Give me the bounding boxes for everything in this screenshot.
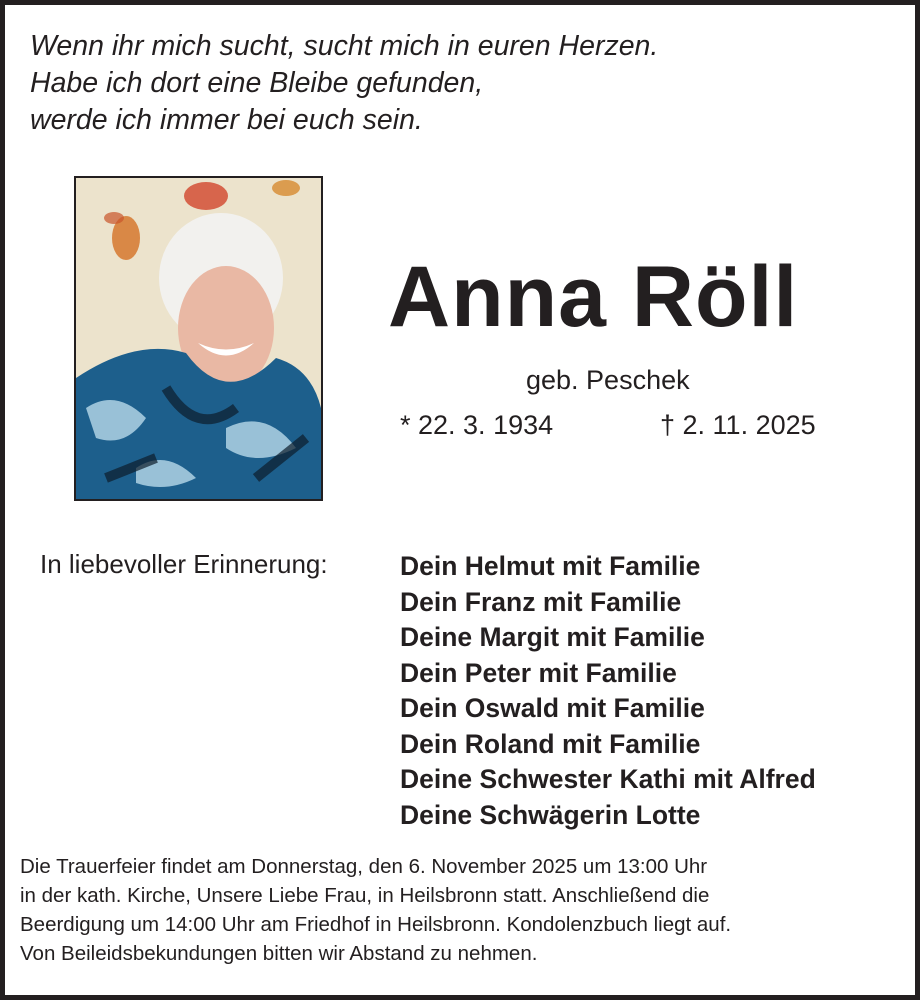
family-member: Dein Oswald mit Familie xyxy=(400,693,705,723)
family-member: Deine Schwägerin Lotte xyxy=(400,799,701,830)
footer-line: in der kath. Kirche, Unsere Liebe Frau, in Heilsbronn statt. Anschließend die xyxy=(20,884,710,907)
quote-line: Wenn ihr mich sucht, sucht mich in euren Herzen. xyxy=(30,30,659,62)
family-member: Deine Schwester Kathi mit Alfred xyxy=(400,764,816,794)
footer-line: Beerdigung um 14:00 Uhr am Friedhof in Heilsbronn. Kondolenzbuch liegt auf. xyxy=(20,913,732,936)
family-member: Dein Roland mit Familie xyxy=(400,728,701,759)
funeral-details xyxy=(20,852,731,968)
family-member: Dein Helmut mit Familie xyxy=(400,551,701,581)
family-list xyxy=(400,549,816,833)
footer-line: Von Beileidsbekundungen bitten wir Abstand zu nehmen. xyxy=(20,942,538,965)
birth-date: * 22. 3. 1934 xyxy=(400,410,554,440)
quote-line: werde ich immer bei euch sein. xyxy=(30,104,423,136)
memorial-quote xyxy=(30,28,658,139)
footer-line: Die Trauerfeier findet am Donnerstag, den 6. November 2025 um 13:00 Uhr xyxy=(20,855,708,878)
death-date: † 2. 11. 2025 xyxy=(660,410,816,440)
memory-label: In liebevoller Erinnerung: xyxy=(40,549,328,579)
deceased-name: Anna Röll xyxy=(388,249,799,345)
portrait-photo xyxy=(74,176,323,501)
family-member: Deine Margit mit Familie xyxy=(400,622,705,652)
family-member: Dein Franz mit Familie xyxy=(400,586,682,617)
quote-line: Habe ich dort eine Bleibe gefunden, xyxy=(30,67,484,99)
birth-name: geb. Peschek xyxy=(526,365,690,395)
family-member: Dein Peter mit Familie xyxy=(400,657,677,688)
